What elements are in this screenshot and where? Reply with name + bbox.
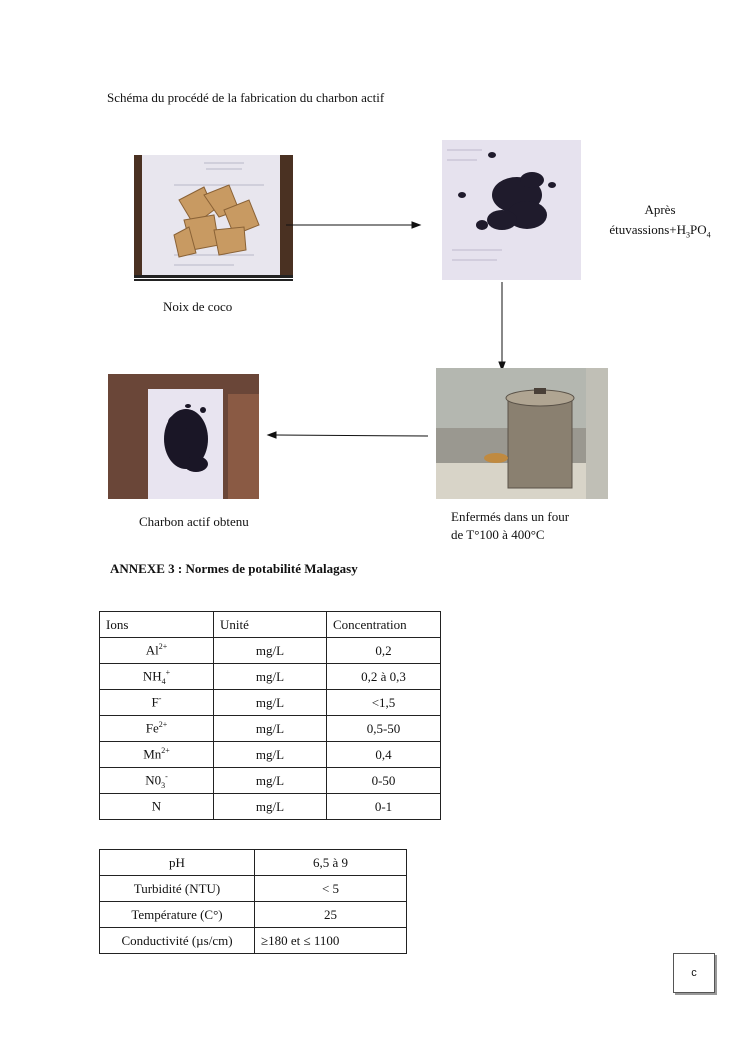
header-ions: Ions — [100, 612, 214, 638]
result-label: Charbon actif obtenu — [139, 514, 249, 529]
table-row — [100, 876, 407, 902]
table-row — [100, 794, 441, 820]
unit-cell: mg/L — [214, 768, 327, 794]
annexe-title: ANNEXE 3 : Normes de potabilité Malagasy — [110, 561, 358, 576]
ion-cell: $NH_4^+$ — [100, 664, 214, 690]
param-cell: Conductivité (µs/cm) — [100, 928, 255, 954]
value-cell: ≥180 et ≤ 1100 — [255, 928, 407, 954]
value-cell: 25 — [255, 902, 407, 928]
page-heading: Schéma du procédé de la fabrication du charbon actif — [107, 90, 385, 105]
table-row — [100, 742, 441, 768]
ion-cell: $Al^{2+}$ — [100, 638, 214, 664]
value-cell: 0,2 — [327, 638, 441, 664]
after-label-line2: $étuvassions+H_3PO_4$ — [609, 222, 711, 240]
after-label-line1: Après — [644, 202, 676, 217]
value-cell: 0,4 — [327, 742, 441, 768]
value-cell: <1,5 — [327, 690, 441, 716]
table-row — [100, 690, 441, 716]
oven-label — [451, 508, 569, 544]
table-row — [100, 850, 407, 876]
param-cell: Température (C°) — [100, 902, 255, 928]
param-cell: Turbidité (NTU) — [100, 876, 255, 902]
unit-cell: mg/L — [214, 664, 327, 690]
table-row — [100, 664, 441, 690]
coconut-label: Noix de coco — [163, 299, 233, 314]
table-row — [100, 902, 407, 928]
charcoal-photo — [108, 374, 259, 499]
unit-cell: mg/L — [214, 638, 327, 664]
ions-table — [99, 611, 441, 820]
value-cell: 0,2 à 0,3 — [327, 664, 441, 690]
table-row — [100, 716, 441, 742]
ion-cell: N — [100, 794, 214, 820]
value-cell: 0-1 — [327, 794, 441, 820]
ion-cell: F- — [100, 690, 214, 716]
header-concentration: Concentration — [327, 612, 441, 638]
unit-cell: mg/L — [214, 742, 327, 768]
oven-photo — [436, 368, 608, 499]
unit-cell: mg/L — [214, 794, 327, 820]
unit-cell: mg/L — [214, 690, 327, 716]
value-cell: 6,5 à 9 — [255, 850, 407, 876]
ion-cell: $Fe^{2+}$ — [100, 716, 214, 742]
oven-label-line2: de T°100 à 400°C — [451, 527, 545, 542]
param-cell: pH — [100, 850, 255, 876]
oven-label-line1: Enfermés dans un four — [451, 509, 570, 524]
params-table — [99, 849, 407, 954]
header-unit: Unité — [214, 612, 327, 638]
table-row — [100, 768, 441, 794]
value-cell: 0,5-50 — [327, 716, 441, 742]
table-header-row — [100, 612, 441, 638]
page-marker: c — [673, 953, 715, 993]
table-row — [100, 928, 407, 954]
value-cell: 0-50 — [327, 768, 441, 794]
ion-cell: $N0_3^-$ — [100, 768, 214, 794]
unit-cell: mg/L — [214, 716, 327, 742]
ion-cell: $Mn^{2+}$ — [100, 742, 214, 768]
table-row — [100, 638, 441, 664]
value-cell: < 5 — [255, 876, 407, 902]
